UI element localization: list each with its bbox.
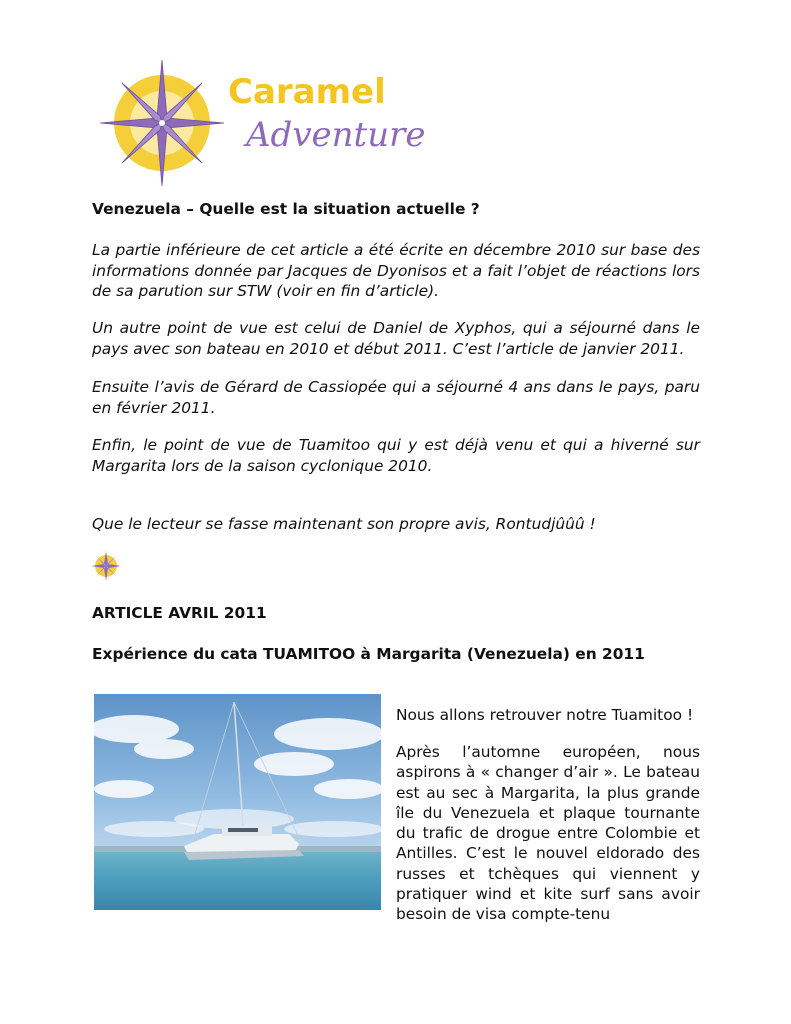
intro-paragraph-4: Enfin, le point de vue de Tuamitoo qui y est déjà venu et qui a hiverné sur Margarita lors de la saison cyclonique 2010. [92, 436, 700, 475]
article-body: Après l’automne européen, nous aspirons à « changer d’air ». Le bateau est au sec à Margarita, la plus grande île du Venezuela et plaque tournante du trafic de drogue entre Colombie et Antilles. C’est le nouvel eldorado des russes et tchèques qui viennent y pratiquer wind et kite surf sans avoir besoin de visa compte-tenu [396, 743, 700, 924]
caramel-adventure-logo [100, 58, 440, 188]
compass-rose-logo-icon [100, 58, 440, 188]
article-intro: Nous allons retrouver notre Tuamitoo ! [396, 706, 694, 724]
intro-paragraph-3: Ensuite l’avis de Gérard de Cassiopée qui a séjourné 4 ans dans le pays, paru en février 2011. [92, 378, 700, 417]
svg-text:Caramel: Caramel [228, 72, 386, 112]
compass-separator-icon [90, 550, 122, 582]
article-label: ARTICLE AVRIL 2011 [92, 604, 267, 622]
intro-paragraph-2: Un autre point de vue est celui de Daniel de Xyphos, qui a séjourné dans le pays avec son bateau en 2010 et début 2011. C’est l’article de janvier 2011. [92, 319, 700, 358]
catamaran-photo [94, 694, 381, 910]
svg-text:Adventure: Adventure [246, 115, 426, 155]
page-heading: Venezuela – Quelle est la situation actuelle ? [92, 200, 480, 218]
intro-paragraph-1: La partie inférieure de cet article a été écrite en décembre 2010 sur base des informations donnée par Jacques de Dyonisos et a fait l’objet de réactions lors de sa parution sur STW (voir en fin d’article). [92, 241, 700, 300]
article-title: Expérience du cata TUAMITOO à Margarita (Venezuela) en 2011 [92, 645, 645, 663]
intro-paragraph-5: Que le lecteur se fasse maintenant son propre avis, Rontudjûûû ! [92, 515, 596, 533]
